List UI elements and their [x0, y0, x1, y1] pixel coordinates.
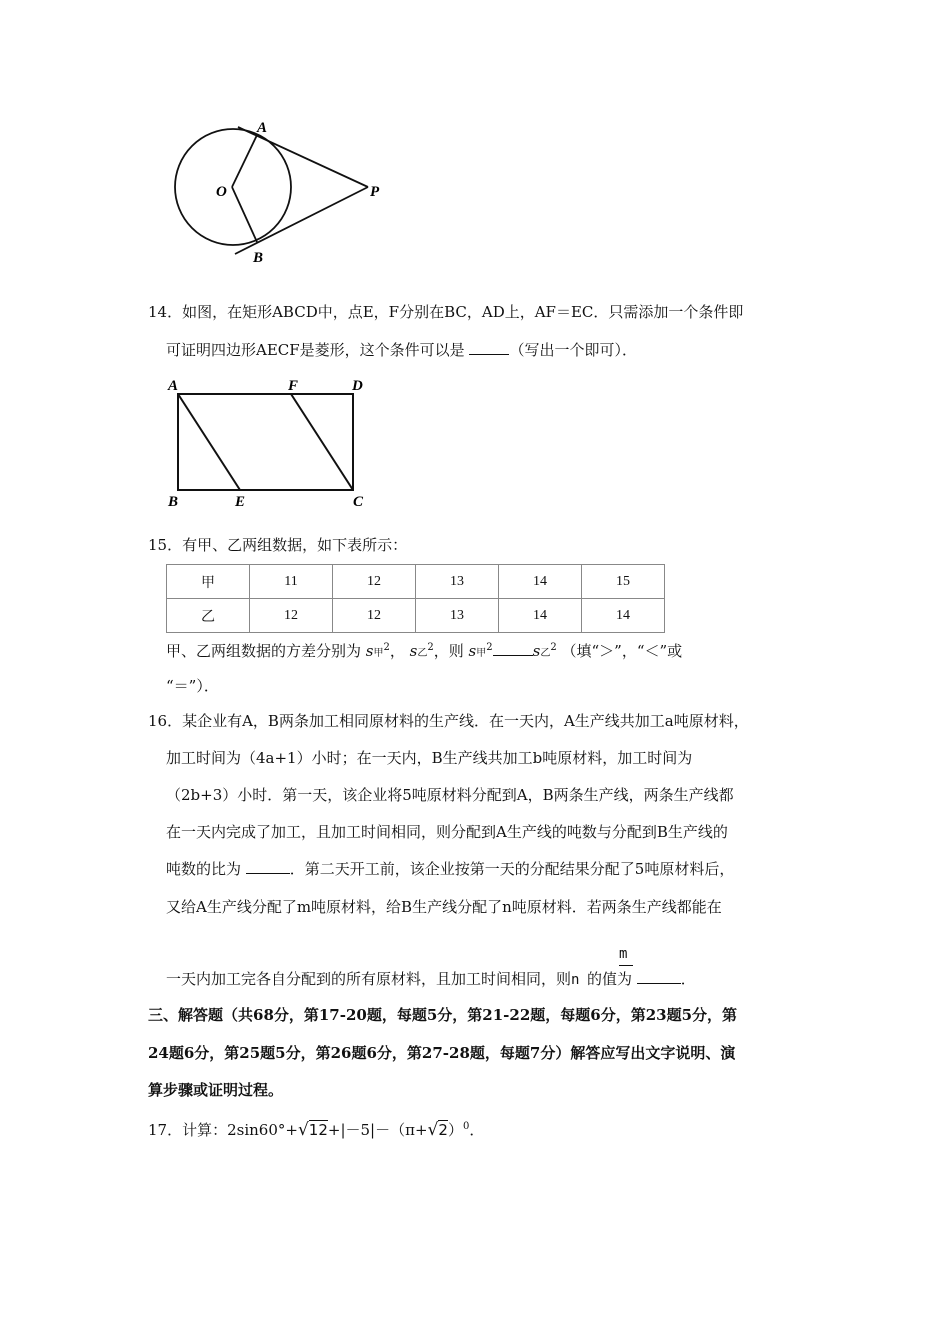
label-a: A: [168, 378, 179, 394]
exponent-0: 0: [462, 1121, 470, 1132]
q15-fill-text: （填“＞”，“＜”或: [561, 642, 683, 660]
q14-line2-tail: （写出一个即可）．: [509, 341, 637, 359]
q16-answer-blank-1: [246, 859, 290, 874]
q15-text: 甲、乙两组数据的方差分别为: [166, 642, 362, 660]
q16-line7: [166, 969, 696, 990]
sqrt-icon: √: [297, 1120, 309, 1140]
label-d: D: [352, 378, 363, 394]
var-s: s: [365, 642, 374, 660]
label-p: P: [370, 184, 380, 200]
fraction-denominator: n: [571, 972, 580, 988]
q15-answer-blank: [493, 641, 533, 656]
q16-line1: 16．某企业有A，B两条加工相同原材料的生产线．在一天内，A生产线共加工a吨原材料，: [148, 712, 749, 730]
q15-intro: 15．有甲、乙两组数据，如下表所示：: [148, 536, 408, 554]
sub-jia: 甲: [476, 648, 487, 659]
label-b: B: [168, 494, 179, 510]
segment-ae: [178, 394, 240, 490]
sup-2: 2: [486, 642, 493, 653]
var-s: s: [532, 642, 541, 660]
table-cell: 甲: [167, 565, 250, 599]
segment-fc: [291, 394, 353, 490]
table-cell: 14: [582, 599, 665, 633]
table-cell: 11: [250, 565, 333, 599]
rectangle-figure: [160, 372, 380, 512]
q16-answer-blank-2: [637, 969, 681, 984]
label-b: B: [253, 250, 264, 266]
q17-prefix: 17．计算：2sin60°+: [148, 1121, 298, 1139]
radicand-12: 12: [308, 1121, 328, 1139]
section3-line3: 算步骤或证明过程。: [148, 1081, 284, 1099]
table-cell: 13: [416, 599, 499, 633]
q16-line4: 在一天内完成了加工，且加工时间相同，则分配到A生产线的吨数与分配到B生产线的: [166, 823, 728, 841]
tangent-pa: [238, 127, 368, 187]
table-cell: 12: [333, 599, 416, 633]
q16-line7-text: 一天内加工完各自分配到的所有原材料，且加工时间相同，则: [166, 970, 572, 988]
table-cell: 乙: [167, 599, 250, 633]
tangent-pb: [235, 187, 368, 254]
q14-answer-blank: [469, 340, 509, 355]
fraction-numerator: m: [619, 946, 628, 962]
table-cell: 15: [582, 565, 665, 599]
q15-line1: [166, 638, 682, 664]
sup-2: 2: [427, 642, 434, 653]
sup-2: 2: [383, 642, 390, 653]
radicand-2: 2: [438, 1121, 448, 1139]
sub-jia: 甲: [373, 648, 384, 659]
q15-data-table: [166, 564, 665, 633]
radius-ob: [232, 187, 257, 242]
table-row: [167, 565, 665, 599]
sup-2: 2: [550, 642, 557, 653]
comma: ，: [389, 642, 405, 660]
q16-line2: 加工时间为（4a+1）小时；在一天内，B生产线共加工b吨原材料，加工时间为: [166, 749, 693, 767]
fraction-bar: [619, 965, 633, 966]
q17-end: ．: [469, 1121, 485, 1139]
table-cell: 14: [499, 599, 582, 633]
circle-o: [175, 129, 291, 245]
q17-suffix: ）: [447, 1121, 463, 1139]
q14-line2: [166, 340, 637, 360]
q14-line2-text: 可证明四边形AECF是菱形，这个条件可以是: [166, 341, 470, 359]
circle-tangent-figure: [160, 112, 400, 272]
sub-yi: 乙: [540, 648, 551, 659]
var-s: s: [468, 642, 477, 660]
q16-line7-mid: 的值为: [587, 970, 637, 988]
label-a: A: [257, 120, 268, 136]
label-f: F: [288, 378, 299, 394]
ze-text: ，则: [433, 642, 464, 660]
q17-line: [148, 1117, 484, 1140]
q17-mid: +|－5|－（π+: [327, 1121, 428, 1139]
q16-line3: （2b+3）小时．第一天，该企业将5吨原材料分配到A，B两条生产线，两条生产线都: [166, 786, 734, 804]
q16-line5-text: 吨数的比为: [166, 860, 246, 878]
q16-line6: 又给A生产线分配了m吨原材料，给B生产线分配了n吨原材料．若两条生产线都能在: [166, 898, 722, 916]
var-s: s: [409, 642, 418, 660]
table-cell: 12: [333, 565, 416, 599]
q16-line7-end: ．: [680, 970, 696, 988]
section3-line2: 24题6分，第25题5分，第26题6分，第27-28题，每题7分）解答应写出文字说明、演: [148, 1044, 736, 1062]
radius-oa: [232, 135, 257, 187]
q16-line5: [166, 859, 734, 879]
rect-abcd: [178, 394, 353, 490]
label-o: O: [216, 184, 227, 200]
table-cell: 12: [250, 599, 333, 633]
sub-yi: 乙: [417, 648, 428, 659]
sqrt-icon: √: [427, 1120, 439, 1140]
table-row: [167, 599, 665, 633]
label-c: C: [353, 494, 364, 510]
table-cell: 13: [416, 565, 499, 599]
section3-line1: 三、解答题（共68分，第17-20题，每题5分，第21-22题，每题6分，第23题5分，第: [148, 1006, 738, 1024]
table-cell: 14: [499, 565, 582, 599]
q16-line5-tail: ．第二天开工前，该企业按第一天的分配结果分配了5吨原材料后，: [289, 860, 735, 878]
q15-line2: “＝”）．: [166, 677, 219, 695]
q14-line1: 14．如图，在矩形ABCD中，点E，F分别在BC，AD上，AF＝EC．只需添加一个条件即: [148, 303, 744, 321]
label-e: E: [235, 494, 246, 510]
